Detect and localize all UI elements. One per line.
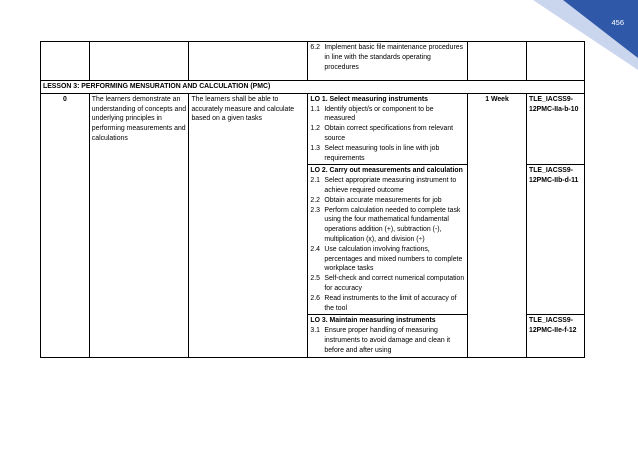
lesson-title: LESSON 3: PERFORMING MENSURATION AND CALCULATION (PMC) (41, 81, 585, 94)
list-item: 2.1 Select appropriate measuring instrument to achieve required outcome (310, 177, 457, 194)
curriculum-guide-table (40, 41, 585, 358)
performance-standard: The learners shall be able to accurately measure and calculate based on a given tasks (189, 93, 308, 357)
lo2-cell (308, 165, 468, 315)
list-item: 1.1 Identify object/s or component to be measured (310, 105, 434, 123)
list-item: 2.3 Perform calculation needed to complete task using the four mathematical fundamental operations addition (+), subtraction (-), multiplication (x), and division (÷) (310, 206, 461, 243)
list-item: 3.1 Ensure proper handling of measuring instruments to avoid damage and clean it before and after using (310, 327, 451, 354)
list-item: 2.4 Use calculation involving fractions, percentages and mixed numbers to complete workplace tasks (310, 245, 463, 273)
lo1-cell (308, 93, 468, 165)
lesson-title-row (41, 81, 585, 94)
lo-title: LO 2. Carry out measurements and calculation (310, 167, 463, 175)
lo-title: LO 1. Select measuring instruments (310, 95, 428, 103)
list-item: 2.5 Self-check and correct numerical computation for accuracy (310, 275, 465, 292)
list-item: 6.2 Implement basic file maintenance procedures in line with the standards operating procedures (310, 44, 464, 71)
list-item: 2.2 Obtain accurate measurements for job (310, 196, 442, 204)
duration: 1 Week (468, 93, 527, 357)
competency-cell (308, 42, 468, 81)
lesson-number: 0 (41, 93, 90, 357)
code: TLE_IACSS9-12PMC-IIe-f-12 (527, 315, 585, 357)
code: TLE_IACSS9-12PMC-IIb-d-11 (527, 165, 585, 315)
table-row (41, 93, 585, 165)
lo-title: LO 3. Maintain measuring instruments (310, 317, 436, 325)
list-item: 2.6 Read instruments to the limit of accuracy of the tool (310, 294, 457, 312)
content-standard: The learners demonstrate an understanding of concepts and underlying principles in performing measurements and calculations (89, 93, 189, 357)
lo3-cell (308, 315, 468, 357)
list-item: 1.2 Obtain correct specifications from relevant source (310, 125, 454, 142)
code: TLE_IACSS9-12PMC-IIa-b-10 (527, 93, 585, 165)
page-number: 456 (611, 18, 624, 27)
table-row (41, 42, 585, 81)
list-item: 1.3 Select measuring tools in line with job requirements (310, 144, 440, 162)
